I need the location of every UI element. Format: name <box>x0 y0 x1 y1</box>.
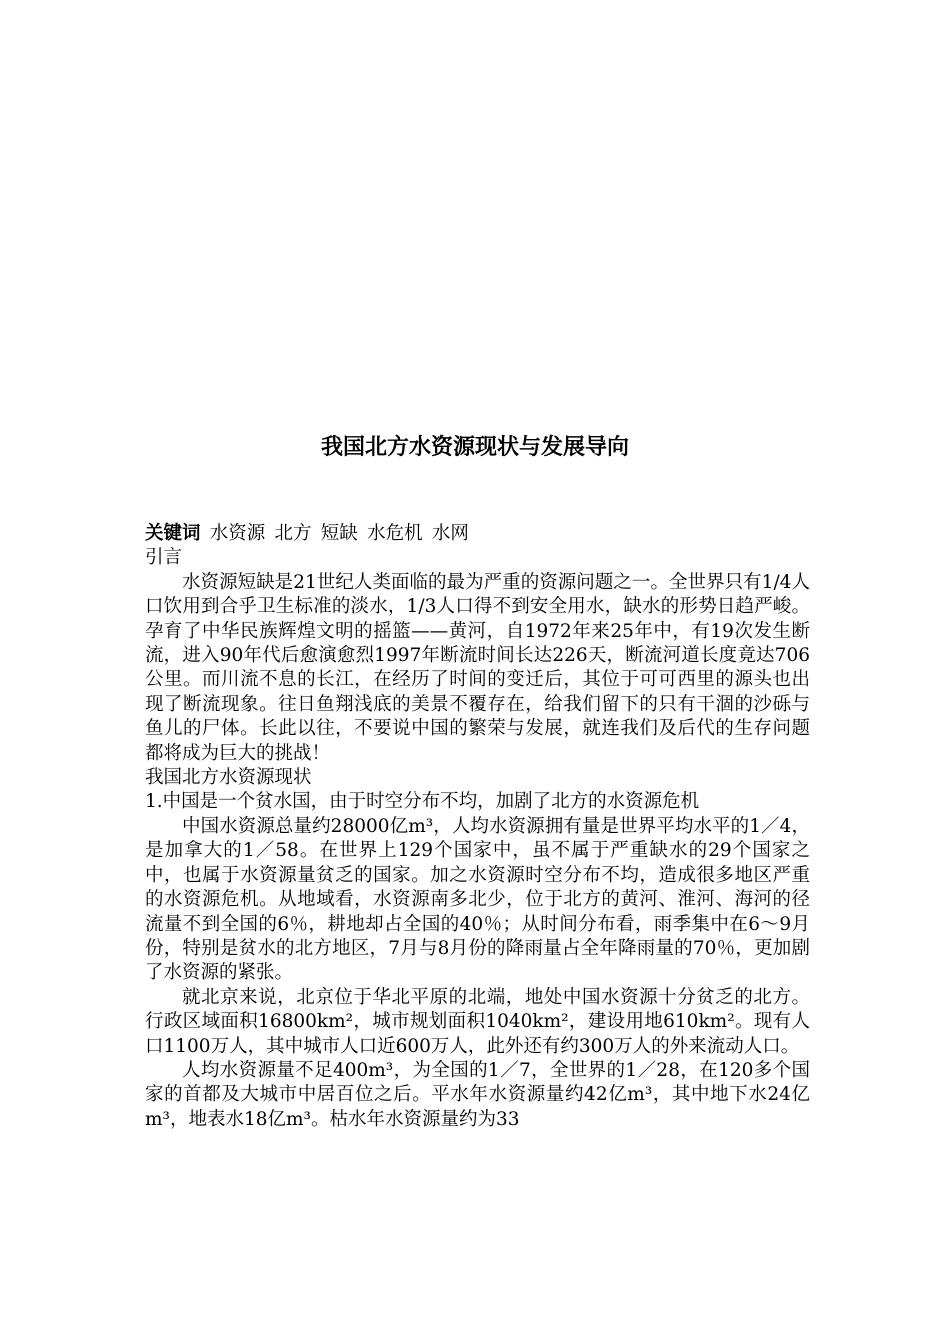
keyword: 水资源 <box>209 523 266 544</box>
document-title: 我国北方水资源现状与发展导向 <box>320 435 629 460</box>
intro-paragraph: 水资源短缺是21世纪人类面临的最为严重的资源问题之一。全世界只有1/4人口饮用到合乎卫生标准的淡水，1/3人口得不到安全用水，缺水的形势日趋严峻。孕育了中华民族辉煌文明的摇篮——黄河，自1972年来25年中，有19次发生断流，进入90年代后愈演愈烈1997年断流时间长达226天，断流河道长度竟达706公里。而川流不息的长江，在经历了时间的变迁后，其位于可可西里的源头也出现了断流现象。往日鱼翔浅底的美景不覆存在，给我们留下的只有干涸的沙砾与鱼儿的尸体。长此以往，不要说中国的繁荣与发展，就连我们及后代的生存问题都将成为巨大的挑战！ <box>145 571 810 764</box>
body-paragraph: 就北京来说，北京位于华北平原的北端，地处中国水资源十分贫乏的北方。行政区域面积16800km²，城市规划面积1040km²，建设用地610km²。现有人口1100万人，其中城市人口近600万人，此外还有约300万人的外来流动人口。 <box>145 986 810 1057</box>
keyword: 短缺 <box>320 523 358 544</box>
section-heading: 我国北方水资源现状 <box>145 767 312 789</box>
intro-heading: 引言 <box>145 547 183 569</box>
keywords-label: 关键词 <box>145 523 201 544</box>
keywords-line <box>145 522 810 546</box>
body-paragraph: 人均水资源量不足400m³，为全国的1／7，全世界的1／28，在120多个国家的首都及大城市中居百位之后。平水年水资源量约42亿m³，其中地下水24亿m³，地表水18亿m³。枯水年水资源量约为33 <box>145 1059 810 1130</box>
keyword: 北方 <box>274 523 312 544</box>
subsection-heading: 1.中国是一个贫水国，由于时空分布不均，加剧了北方的水资源危机 <box>145 791 700 813</box>
body-paragraph: 中国水资源总量约28000亿m³，人均水资源拥有量是世界平均水平的1／4，是加拿大的1／58。在世界上129个国家中，虽不属于严重缺水的29个国家之中，也属于水资源量贫乏的国家。加之水资源时空分布不均，造成很多地区严重的水资源危机。从地域看，水资源南多北少，位于北方的黄河、淮河、海河的径流量不到全国的6％，耕地却占全国的40％；从时间分布看，雨季集中在6～9月份，特别是贫水的北方地区，7月与8月份的降雨量占全年降雨量的70％，更加剧了水资源的紧张。 <box>145 815 810 984</box>
keyword: 水危机 <box>367 523 423 544</box>
keyword: 水网 <box>431 523 469 544</box>
document-body <box>145 522 810 1132</box>
